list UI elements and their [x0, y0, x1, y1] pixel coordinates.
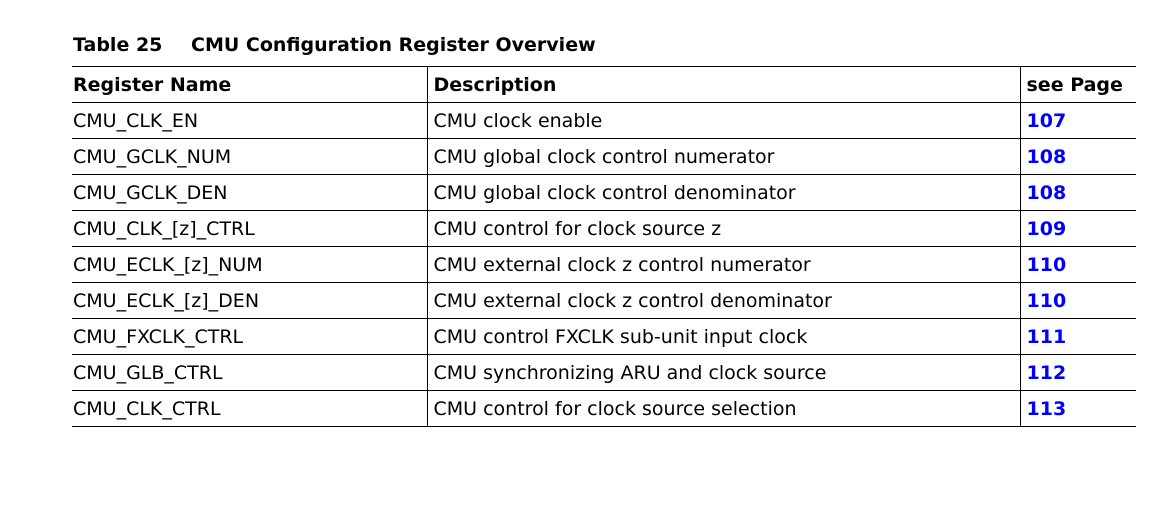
table-row [72, 319, 1136, 355]
description-cell: CMU external clock z control numerator [427, 247, 1020, 283]
description-cell: CMU external clock z control denominator [427, 283, 1020, 319]
table-row [72, 391, 1136, 427]
header-register-name: Register Name [72, 67, 427, 103]
register-name-cell: CMU_GCLK_NUM [72, 139, 427, 175]
header-description: Description [427, 67, 1020, 103]
table-row [72, 103, 1136, 139]
description-cell: CMU control for clock source z [427, 211, 1020, 247]
page-cell [1020, 283, 1136, 319]
register-name-cell: CMU_FXCLK_CTRL [72, 319, 427, 355]
register-overview-table [72, 66, 1136, 427]
table-row [72, 175, 1136, 211]
description-cell: CMU global clock control numerator [427, 139, 1020, 175]
page-cell [1020, 175, 1136, 211]
page-link[interactable]: 112 [1026, 361, 1067, 384]
page-link[interactable]: 108 [1026, 145, 1067, 168]
table-row [72, 211, 1136, 247]
table-header-row [72, 67, 1136, 103]
table-number: Table 25 [73, 34, 163, 56]
table-row [72, 355, 1136, 391]
register-name-cell: CMU_ECLK_[z]_NUM [72, 247, 427, 283]
page-cell [1020, 391, 1136, 427]
header-see-page: see Page [1020, 67, 1136, 103]
register-name-cell: CMU_CLK_[z]_CTRL [72, 211, 427, 247]
page-cell [1020, 319, 1136, 355]
page-cell [1020, 355, 1136, 391]
page-cell [1020, 211, 1136, 247]
page-cell [1020, 103, 1136, 139]
page-link[interactable]: 113 [1026, 397, 1067, 420]
page-link[interactable]: 110 [1026, 289, 1067, 312]
description-cell: CMU global clock control denominator [427, 175, 1020, 211]
description-cell: CMU synchronizing ARU and clock source [427, 355, 1020, 391]
table-row [72, 139, 1136, 175]
page-link[interactable]: 108 [1026, 181, 1067, 204]
page-link[interactable]: 110 [1026, 253, 1067, 276]
table-row [72, 283, 1136, 319]
page-link[interactable]: 109 [1026, 217, 1067, 240]
description-cell: CMU clock enable [427, 103, 1020, 139]
table-row [72, 247, 1136, 283]
description-cell: CMU control FXCLK sub-unit input clock [427, 319, 1020, 355]
register-name-cell: CMU_ECLK_[z]_DEN [72, 283, 427, 319]
register-name-cell: CMU_CLK_EN [72, 103, 427, 139]
register-name-cell: CMU_CLK_CTRL [72, 391, 427, 427]
page-link[interactable]: 107 [1026, 109, 1067, 132]
register-name-cell: CMU_GCLK_DEN [72, 175, 427, 211]
page-cell [1020, 247, 1136, 283]
register-name-cell: CMU_GLB_CTRL [72, 355, 427, 391]
page-cell [1020, 139, 1136, 175]
table-caption [73, 34, 596, 56]
page-link[interactable]: 111 [1026, 325, 1067, 348]
table-title: CMU Configuration Register Overview [191, 34, 596, 56]
description-cell: CMU control for clock source selection [427, 391, 1020, 427]
